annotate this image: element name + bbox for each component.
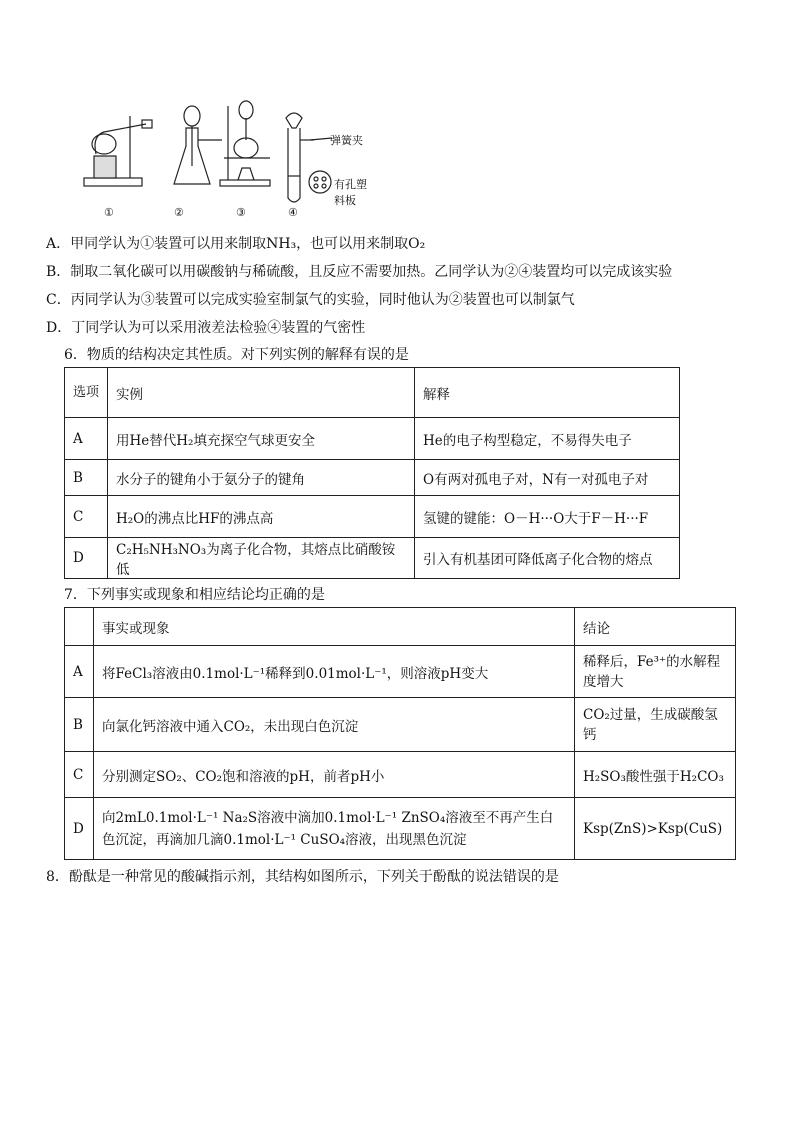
table-row bbox=[65, 752, 736, 798]
header-conclusion: 结论 bbox=[575, 608, 736, 646]
row-explanation: O有两对孤电子对，N有一对孤电子对 bbox=[415, 460, 680, 496]
header-explanation: 解释 bbox=[415, 368, 680, 418]
row-example: C₂H₅NH₃NO₃为离子化合物，其熔点比硝酸铵低 bbox=[108, 538, 415, 579]
table-row bbox=[65, 646, 736, 698]
header-fact: 事实或现象 bbox=[94, 608, 575, 646]
figure-label-3: ③ bbox=[236, 206, 246, 219]
figure-label-4: ④ bbox=[288, 206, 298, 219]
apparatus-figure bbox=[74, 96, 374, 224]
table-row bbox=[65, 698, 736, 752]
table-row bbox=[65, 460, 680, 496]
q7-table bbox=[64, 607, 736, 860]
q5-option-a: A．甲同学认为①装置可以用来制取NH₃，也可以用来制取O₂ bbox=[46, 236, 426, 252]
row-conclusion: 稀释后，Fe³⁺的水解程度增大 bbox=[575, 646, 736, 698]
q8-stem: 8．酚酞是一种常见的酸碱指示剂，其结构如图所示，下列关于酚酞的说法错误的是 bbox=[46, 869, 559, 885]
table-row bbox=[65, 418, 680, 460]
row-conclusion: Ksp(ZnS)>Ksp(CuS) bbox=[575, 798, 736, 860]
row-option: D bbox=[65, 798, 94, 860]
header-option: 选项 bbox=[65, 368, 108, 418]
row-option: D bbox=[65, 538, 108, 579]
row-fact: 分别测定SO₂、CO₂饱和溶液的pH，前者pH小 bbox=[94, 752, 575, 798]
figure-label-1: ① bbox=[104, 206, 114, 219]
table-header-row bbox=[65, 608, 736, 646]
header-option bbox=[65, 608, 94, 646]
row-conclusion: H₂SO₃酸性强于H₂CO₃ bbox=[575, 752, 736, 798]
row-option: B bbox=[65, 460, 108, 496]
row-fact: 向2mL0.1mol·L⁻¹ Na₂S溶液中滴加0.1mol·L⁻¹ ZnSO₄溶液至不再产生白色沉淀，再滴加几滴0.1mol·L⁻¹ CuSO₄溶液，出现黑色沉淀 bbox=[94, 798, 575, 860]
annotation-spring-clip: 弹簧夹 bbox=[330, 134, 363, 147]
q5-option-c: C．丙同学认为③装置可以完成实验室制氯气的实验，同时他认为②装置也可以制氯气 bbox=[46, 292, 575, 308]
q6-table bbox=[64, 367, 680, 579]
row-explanation: He的电子构型稳定，不易得失电子 bbox=[415, 418, 680, 460]
table-row bbox=[65, 496, 680, 538]
table-row bbox=[65, 538, 680, 579]
row-example: 用He替代H₂填充探空气球更安全 bbox=[108, 418, 415, 460]
apparatus-drawing bbox=[74, 96, 374, 224]
table-row bbox=[65, 798, 736, 860]
row-option: A bbox=[65, 646, 94, 698]
row-conclusion: CO₂过量，生成碳酸氢钙 bbox=[575, 698, 736, 752]
row-fact: 向氯化钙溶液中通入CO₂，未出现白色沉淀 bbox=[94, 698, 575, 752]
q5-option-d: D．丁同学认为可以采用液差法检验④装置的气密性 bbox=[46, 320, 366, 336]
q5-option-b: B．制取二氧化碳可以用碳酸钠与稀硫酸，且反应不需要加热。乙同学认为②④装置均可以完成该实验 bbox=[46, 264, 673, 280]
row-explanation: 引入有机基团可降低离子化合物的熔点 bbox=[415, 538, 680, 579]
row-option: C bbox=[65, 496, 108, 538]
row-example: H₂O的沸点比HF的沸点高 bbox=[108, 496, 415, 538]
row-explanation: 氢键的键能：O－H···O大于F－H···F bbox=[415, 496, 680, 538]
annotation-perforated-plate: 有孔塑料板 bbox=[334, 178, 367, 207]
figure-label-2: ② bbox=[174, 206, 184, 219]
row-example: 水分子的键角小于氨分子的键角 bbox=[108, 460, 415, 496]
header-example: 实例 bbox=[108, 368, 415, 418]
row-fact: 将FeCl₃溶液由0.1mol·L⁻¹稀释到0.01mol·L⁻¹，则溶液pH变大 bbox=[94, 646, 575, 698]
row-option: C bbox=[65, 752, 94, 798]
q6-stem: 6．物质的结构决定其性质。对下列实例的解释有误的是 bbox=[64, 347, 409, 363]
table-header-row bbox=[65, 368, 680, 418]
row-option: A bbox=[65, 418, 108, 460]
q7-stem: 7．下列事实或现象和相应结论均正确的是 bbox=[64, 587, 325, 603]
row-option: B bbox=[65, 698, 94, 752]
